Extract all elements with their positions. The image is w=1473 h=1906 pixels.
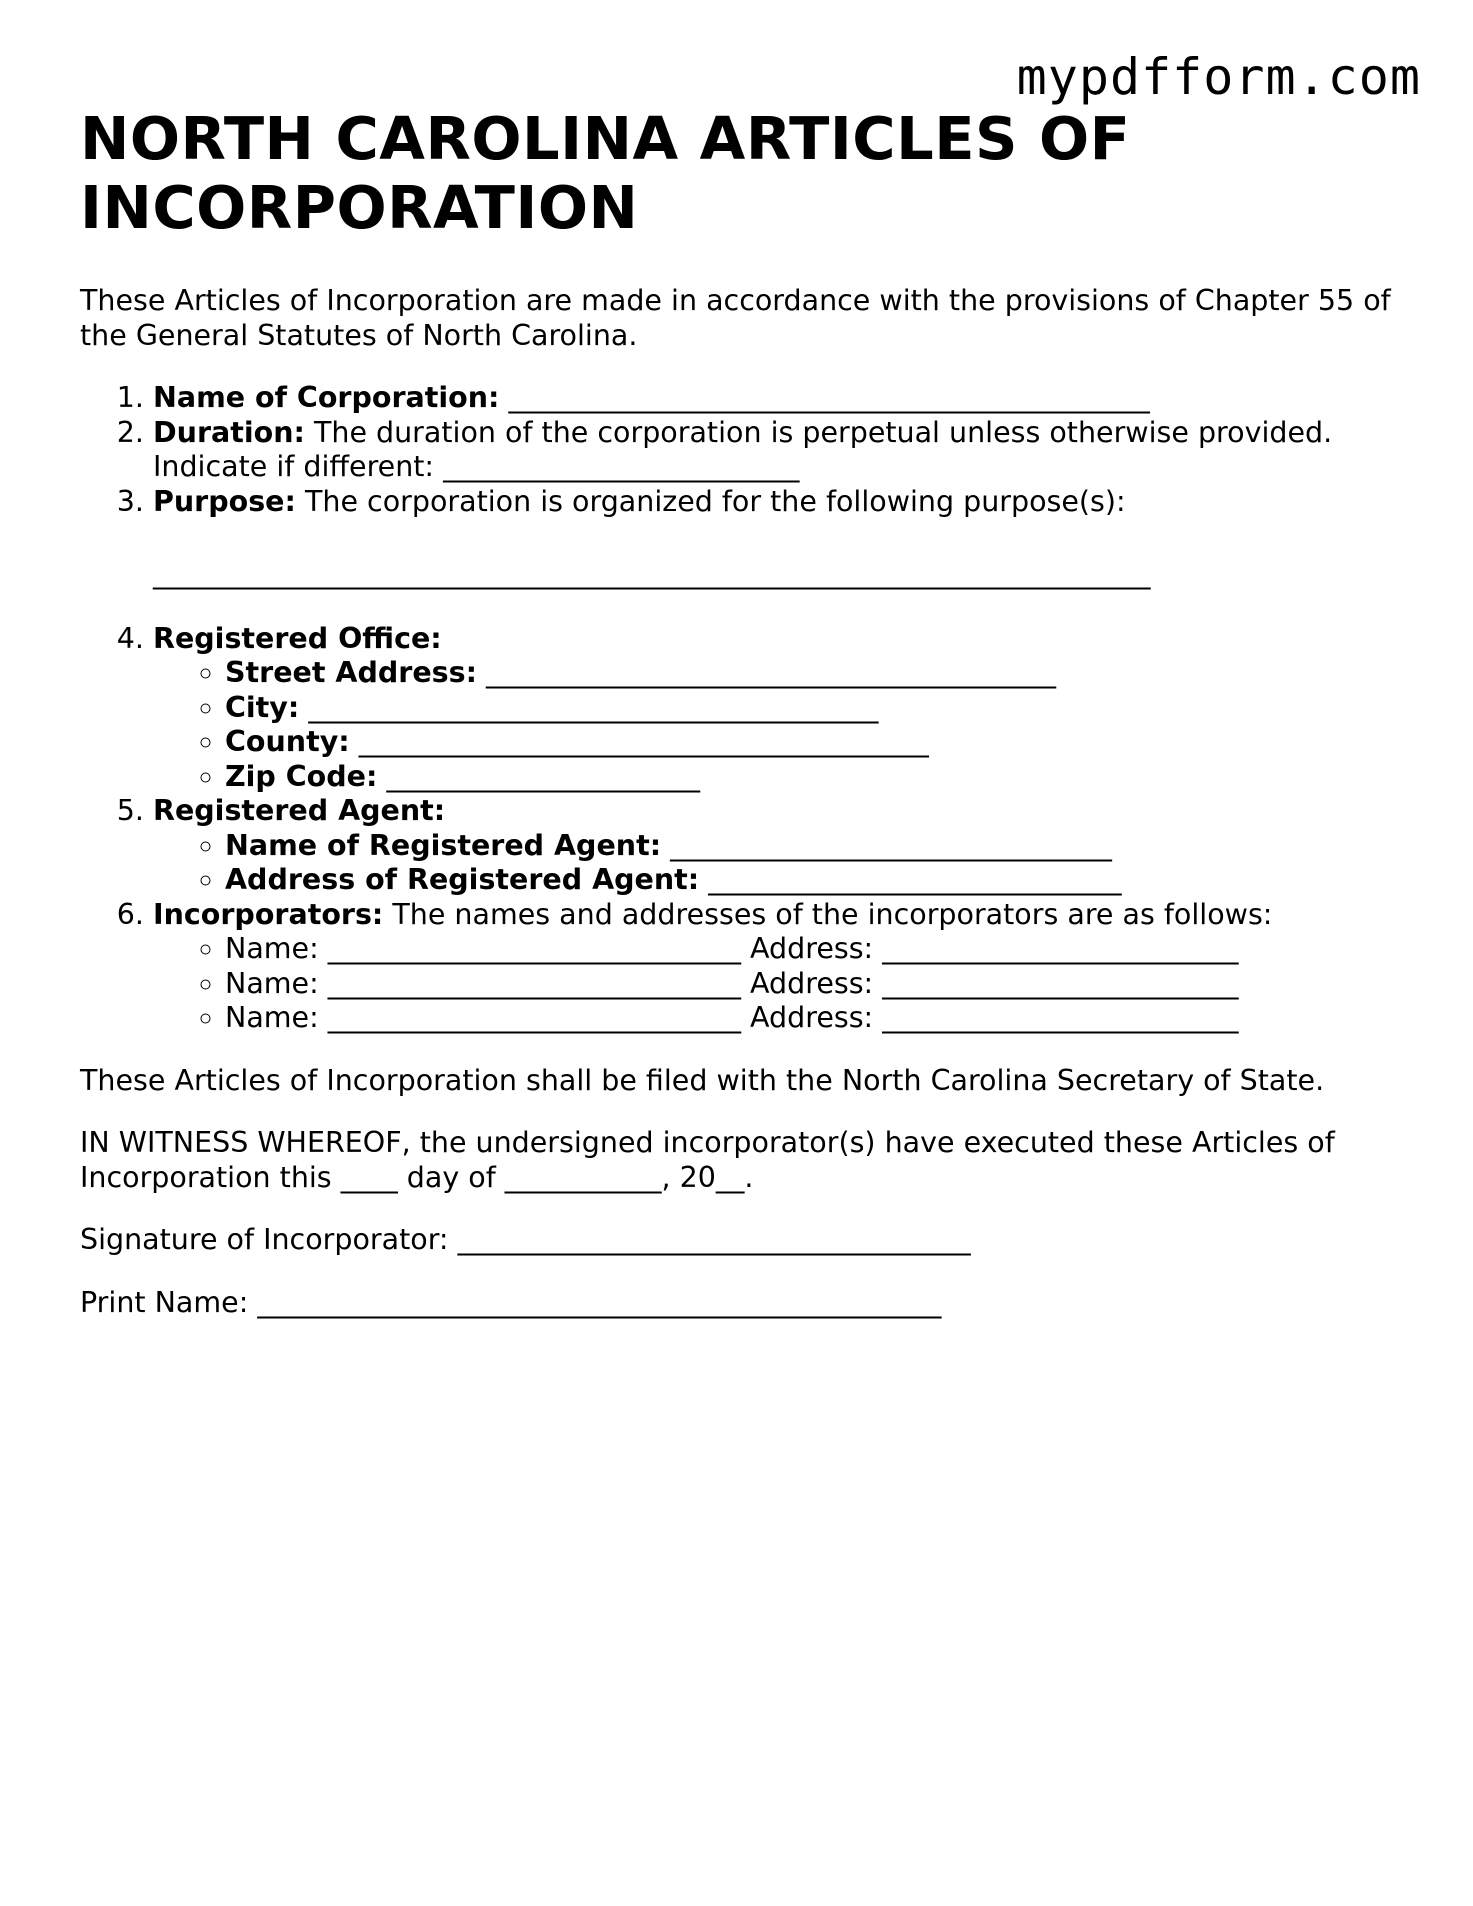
registered-office-label: Registered Office: bbox=[153, 621, 442, 655]
name-label: Name of Corporation: bbox=[153, 381, 500, 414]
city-blank: ________________________________________ bbox=[308, 690, 879, 724]
signature-line: Signature of Incorporator: ____________________________________ bbox=[80, 1223, 971, 1256]
agent-address-field bbox=[225, 863, 1400, 898]
agent-name-blank: _______________________________ bbox=[670, 828, 1112, 862]
street-label: Street Address: bbox=[225, 656, 477, 689]
duration-label: Duration: bbox=[153, 415, 305, 449]
list-item-name bbox=[153, 381, 1400, 416]
purpose-text: The corporation is organized for the following purpose(s): bbox=[295, 484, 1126, 518]
county-label: County: bbox=[225, 725, 350, 758]
articles-list bbox=[80, 381, 1400, 1036]
registered-office-fields bbox=[153, 656, 1400, 794]
list-item-duration bbox=[153, 416, 1400, 485]
zip-label: Zip Code: bbox=[225, 759, 378, 793]
zip-blank: ______________________ bbox=[386, 759, 700, 793]
intro-paragraph: These Articles of Incorporation are made in accordance with the provisions of Chapter 55 of the General Statutes of North Carolina. bbox=[80, 284, 1391, 352]
registered-agent-fields bbox=[153, 829, 1400, 898]
incorporator-row: ◦ Name: _____________________________ Address: _________________________ bbox=[225, 967, 1400, 1002]
list-item-registered-agent bbox=[153, 794, 1400, 898]
name-blank: _____________________________________________ bbox=[508, 381, 1150, 414]
incorporator-row: ◦ Name: _____________________________ Address: _________________________ bbox=[225, 1001, 1400, 1036]
witness-statement: IN WITNESS WHEREOF, the undersigned incorporator(s) have executed these Articles of Incorporation this ____ day of ___________, 20__. bbox=[80, 1126, 1335, 1194]
incorporator-row: ◦ Name: _____________________________ Address: _________________________ bbox=[225, 932, 1400, 967]
document-page bbox=[80, 104, 1400, 1320]
zip-field bbox=[225, 760, 1400, 795]
list-item-incorporators bbox=[153, 898, 1400, 1036]
county-field bbox=[225, 725, 1400, 760]
filing-statement: These Articles of Incorporation shall be filed with the North Carolina Secretary of State. bbox=[80, 1063, 1325, 1097]
list-item-registered-office bbox=[153, 622, 1400, 795]
incorporators-rows bbox=[153, 932, 1400, 1036]
purpose-label: Purpose: bbox=[153, 484, 296, 518]
purpose-blank: ______________________________________________________________________ bbox=[153, 557, 1151, 590]
incorporators-text: The names and addresses of the incorporators are as follows: bbox=[383, 897, 1273, 931]
city-field bbox=[225, 691, 1400, 726]
watermark: mypdfform.com bbox=[1016, 48, 1421, 106]
street-blank: ________________________________________ bbox=[486, 656, 1057, 689]
street-field bbox=[225, 656, 1400, 691]
registered-agent-label: Registered Agent: bbox=[153, 794, 446, 827]
incorporators-label: Incorporators: bbox=[153, 897, 384, 931]
duration-text: The duration of the corporation is perpetual unless otherwise provided. Indicate if different: _________________________ bbox=[153, 415, 1333, 483]
document-title: NORTH CAROLINA ARTICLES OF INCORPORATION bbox=[80, 104, 1131, 242]
agent-address-label: Address of Registered Agent: bbox=[225, 863, 700, 896]
city-label: City: bbox=[225, 690, 300, 724]
county-blank: ________________________________________ bbox=[358, 725, 929, 758]
agent-name-label: Name of Registered Agent: bbox=[225, 828, 662, 862]
agent-address-blank: _____________________________ bbox=[708, 863, 1122, 896]
print-name-line: Print Name: ________________________________________________ bbox=[80, 1285, 942, 1319]
agent-name-field bbox=[225, 829, 1400, 864]
list-item-purpose bbox=[153, 485, 1400, 592]
